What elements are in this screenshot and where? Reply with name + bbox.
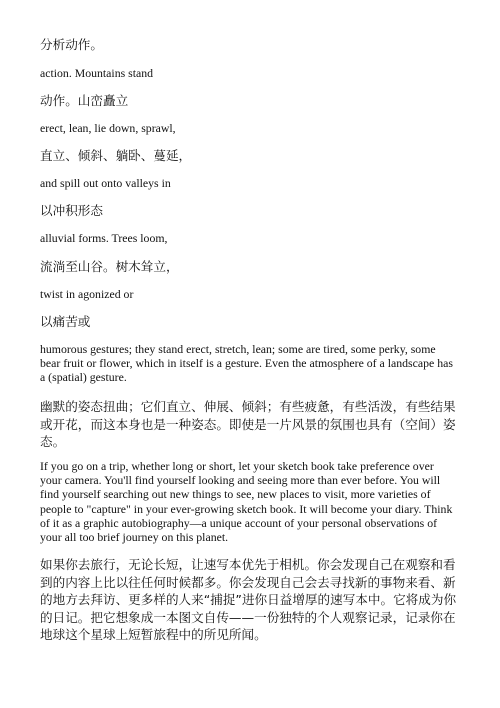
text-line-en: erect, lean, lie down, sprawl, [40, 121, 176, 135]
paragraph-zh: 如果你去旅行，无论长短，让速写本优先于相机。你会发现自己在观察和看到的内容上比以往任何时候都多。你会发现自己会去寻找新的事物来看、新的地方去拜访、更多样的人来“捕捉”进你日益增厚的速写本中。它将成为你的日记。把它想象成一本图文自传——一份独特的个人观察记录，记录你在地球这个星球上短暂旅程中的所见所闻。 [40, 557, 457, 642]
text-line-zh: 直立、倾斜、躺卧、蔓延， [40, 148, 192, 163]
text-line-zh: 以冲积形态 [40, 203, 103, 218]
text-line-en: and spill out onto valleys in [40, 176, 171, 190]
text-line-zh: 分析动作。 [40, 37, 103, 52]
text-line-zh: 流淌至山谷。树木耸立， [40, 259, 179, 274]
paragraph-en: humorous gestures; they stand erect, stretch, lean; some are tired, some perky, some bear fruit or flower, which in itself is a gesture. Even the atmosphere of a landscape has a (spatial) gesture. [40, 342, 453, 385]
text-line-zh: 动作。山峦矗立 [40, 93, 129, 108]
text-line-en: alluvial forms. Trees loom, [40, 231, 168, 245]
text-line-en: twist in agonized or [40, 287, 134, 301]
text-line-en: action. Mountains stand [40, 66, 154, 80]
paragraph-zh: 幽默的姿态扭曲；它们直立、伸展、倾斜；有些疲惫，有些活泼，有些结果或开花，而这本身也是一种姿态。即使是一片风景的氛围也具有（空间）姿态。 [40, 399, 456, 449]
text-line-zh: 以痛苦或 [40, 314, 91, 329]
paragraph-en: If you go on a trip, whether long or short, let your sketch book take preference over your camera. You'll find yourself looking and seeing more than ever before. You will find yourself searching out new things to see, new places to visit, more varieties of people to "capture" in your ever-growing sketch book. It will become your diary. Think of it as a graphic autobiography—a unique account of your personal observations of your all too brief journey on this planet. [40, 459, 453, 545]
